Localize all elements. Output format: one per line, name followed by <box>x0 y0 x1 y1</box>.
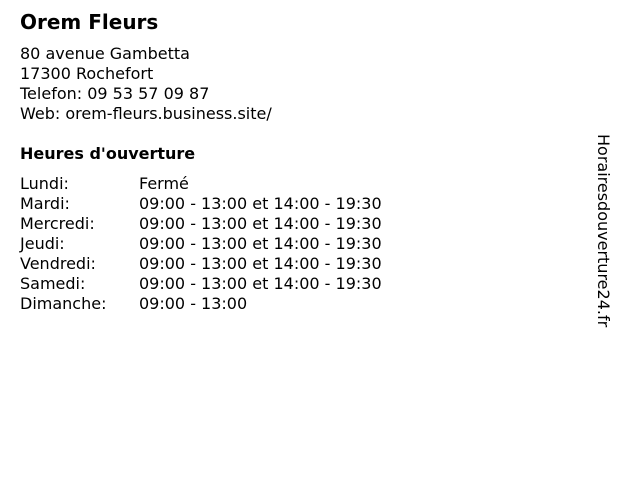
hours-row-tuesday <box>20 194 382 214</box>
website: Web: orem-fleurs.business.site/ <box>20 104 272 123</box>
hours-row-friday <box>20 254 382 274</box>
hours-row-thursday <box>20 234 382 254</box>
street-address: 80 avenue Gambetta <box>20 44 190 63</box>
day-label: Samedi: <box>20 274 86 293</box>
phone-number: Telefon: 09 53 57 09 87 <box>20 84 210 103</box>
hours-row-sunday <box>20 294 382 314</box>
hours-row-wednesday <box>20 214 382 234</box>
day-hours: 09:00 - 13:00 <box>139 294 248 313</box>
hours-row-saturday <box>20 274 382 294</box>
site-watermark: Horairesdouverture24.fr <box>594 134 613 328</box>
day-label: Dimanche: <box>20 294 107 313</box>
opening-hours-heading: Heures d'ouverture <box>20 144 196 163</box>
city-postcode: 17300 Rochefort <box>20 64 154 83</box>
day-label: Lundi: <box>20 174 69 193</box>
contact-block <box>20 44 272 124</box>
day-hours: 09:00 - 13:00 et 14:00 - 19:30 <box>139 214 382 233</box>
day-label: Vendredi: <box>20 254 96 273</box>
day-label: Mardi: <box>20 194 70 213</box>
day-hours: Fermé <box>139 174 189 193</box>
hours-row-monday <box>20 174 382 194</box>
business-name: Orem Fleurs <box>20 10 159 34</box>
day-label: Jeudi: <box>20 234 65 253</box>
day-hours: 09:00 - 13:00 et 14:00 - 19:30 <box>139 234 382 253</box>
day-hours: 09:00 - 13:00 et 14:00 - 19:30 <box>139 254 382 273</box>
day-hours: 09:00 - 13:00 et 14:00 - 19:30 <box>139 274 382 293</box>
day-hours: 09:00 - 13:00 et 14:00 - 19:30 <box>139 194 382 213</box>
day-label: Mercredi: <box>20 214 95 233</box>
opening-hours-table <box>20 174 382 314</box>
